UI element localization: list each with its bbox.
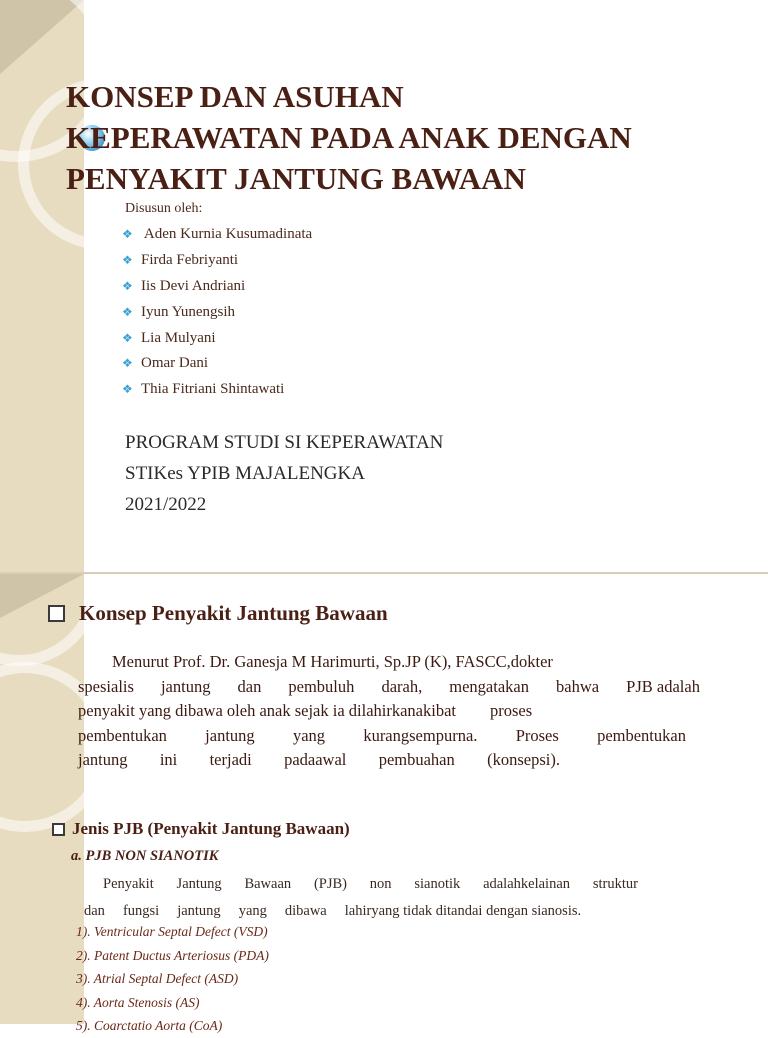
word: dan	[84, 903, 105, 919]
word: struktur	[592, 876, 638, 892]
title-line: KEPERAWATAN PADA ANAK DENGAN	[66, 120, 632, 155]
list-item: 4). Aorta Stenosis (AS)	[76, 994, 200, 1010]
title-line: PENYAKIT JANTUNG BAWAAN	[66, 161, 526, 196]
paragraph-line	[78, 699, 700, 724]
author-item	[122, 248, 312, 274]
word: jantung	[205, 725, 255, 745]
author-name: Firda Febriyanti	[141, 252, 239, 269]
word: Jantung	[176, 876, 222, 892]
word: pembuahan	[378, 750, 455, 769]
word: jantung	[177, 903, 221, 919]
word: sianotik	[414, 876, 461, 892]
diamond-bullet-icon: ❖	[122, 227, 133, 242]
word: darah,	[381, 676, 423, 696]
diamond-bullet-icon: ❖	[122, 382, 133, 397]
list-item: 1). Ventricular Septal Defect (VSD)	[76, 924, 268, 939]
word: kurangsempurna.	[363, 725, 478, 745]
author-item	[122, 299, 312, 325]
author-item	[122, 222, 312, 248]
word: padaawal	[284, 750, 347, 769]
word: penyakit yang dibawa oleh anak sejak ia dilahirkanakibat	[78, 701, 456, 720]
word: adalahkelainan	[483, 876, 571, 892]
paragraph-line	[78, 650, 700, 675]
author-name: Omar Dani	[141, 355, 209, 372]
prepared-by-label: Disusun oleh:	[125, 201, 203, 216]
non-cyanotic-paragraph	[84, 871, 638, 925]
word: Penyakit	[103, 876, 154, 892]
paragraph-line	[78, 675, 700, 700]
diamond-bullet-icon: ❖	[122, 304, 133, 319]
word: pembentukan	[78, 725, 167, 745]
hollow-square-icon	[48, 605, 65, 622]
author-item	[122, 377, 312, 403]
paragraph-line	[78, 748, 560, 773]
section-heading-text: Konsep Penyakit Jantung Bawaan	[79, 601, 388, 625]
program-info	[125, 427, 443, 520]
word: jantung	[78, 750, 128, 769]
section-heading	[48, 601, 388, 626]
institution-line: STIKes YPIB MAJALENGKA	[125, 463, 365, 484]
word: pembuluh	[288, 676, 355, 696]
word: dan	[237, 676, 262, 696]
subsection-label: a. PJB NON SIANOTIK	[71, 848, 219, 864]
paragraph-line	[84, 871, 638, 898]
title-line: KONSEP DAN ASUHAN	[66, 79, 404, 114]
author-item	[122, 325, 312, 351]
author-name: Iis Devi Andriani	[141, 277, 246, 294]
word: terjadi	[209, 750, 252, 769]
word: dibawa	[284, 903, 327, 919]
slide-title	[66, 76, 746, 199]
author-name: Lia Mulyani	[141, 329, 216, 346]
word: bahwa	[556, 676, 600, 696]
paragraph-line	[78, 724, 686, 749]
word: Bawaan	[244, 876, 292, 892]
subsection-heading-text: Jenis PJB (Penyakit Jantung Bawaan)	[72, 819, 350, 838]
list-item: 5). Coarctatio Aorta (CoA)	[76, 1018, 223, 1033]
author-name: Iyun Yunengsih	[141, 303, 236, 320]
word: (konsepsi).	[487, 750, 560, 769]
word: spesialis	[78, 676, 134, 696]
word: ini	[159, 750, 178, 769]
definition-paragraph	[78, 650, 700, 773]
hollow-square-icon	[52, 823, 65, 836]
diamond-bullet-icon: ❖	[122, 253, 133, 268]
academic-year-line: 2021/2022	[125, 494, 207, 515]
word: non	[369, 876, 392, 892]
word: jantung	[160, 676, 211, 696]
program-line: PROGRAM STUDI SI KEPERAWATAN	[125, 432, 444, 453]
word: mengatakan	[449, 676, 529, 696]
word: PJB adalah	[626, 676, 700, 696]
word: proses	[490, 701, 533, 720]
word: fungsi	[122, 903, 160, 919]
list-item: 2). Patent Ductus Arteriosus (PDA)	[76, 947, 269, 963]
word: yang	[292, 725, 326, 745]
word: yang	[238, 903, 267, 919]
word: Menurut Prof. Dr. Ganesja M Harimurti, Sp.JP (K), FASCC,dokter	[112, 652, 553, 671]
subsection-heading	[52, 819, 350, 839]
list-item: 3). Atrial Septal Defect (ASD)	[76, 971, 239, 986]
author-item	[122, 351, 312, 377]
author-list	[122, 222, 312, 403]
word: (PJB)	[313, 876, 347, 892]
author-name: Aden Kurnia Kusumadinata	[141, 226, 313, 243]
pjb-types-list	[76, 920, 269, 1038]
word: Proses	[515, 725, 559, 745]
author-item	[122, 274, 312, 300]
diamond-bullet-icon: ❖	[122, 356, 133, 371]
diamond-bullet-icon: ❖	[122, 330, 133, 345]
author-name: Thia Fitriani Shintawati	[141, 381, 285, 398]
diamond-bullet-icon: ❖	[122, 278, 133, 293]
word: pembentukan	[597, 725, 686, 745]
word: lahiryang tidak ditandai dengan sianosis.	[344, 903, 582, 919]
